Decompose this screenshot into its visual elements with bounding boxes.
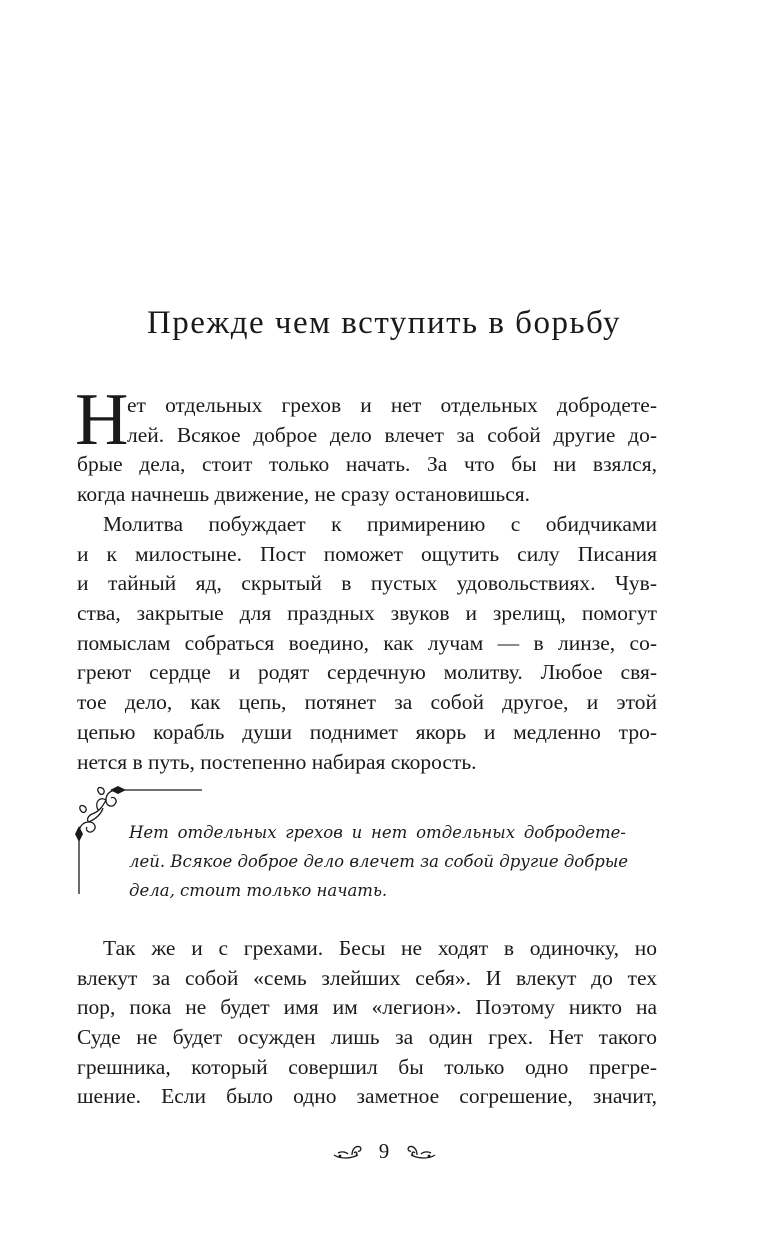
text-line: Так же и с грехами. Бесы не ходят в одиночку, но <box>103 936 657 960</box>
text-line: тое дело, как цепь, потянет за собой другое, и этой <box>77 690 657 715</box>
text-line: цепью корабль души поднимет якорь и медленно тро- <box>77 719 657 744</box>
page-number: 9 <box>378 1138 390 1163</box>
text-line: лей. Всякое доброе дело влечет за собой другие до- <box>127 422 657 447</box>
text-line: брые дела, стоит только начать. За что бы ни взялся, <box>77 452 657 477</box>
paragraph-2 <box>77 510 657 777</box>
text-line: и тайный яд, скрытый в пустых удовольствиях. Чув- <box>77 571 657 596</box>
text-line: пор, пока не будет имя им «легион». Поэтому никто на <box>77 995 657 1020</box>
paragraph-3 <box>77 934 657 1112</box>
text-line: когда начнешь движение, не сразу остановишься. <box>77 482 531 507</box>
text-line: помыслам собраться воедино, как лучам — в линзе, со- <box>77 630 657 655</box>
flourish-right-icon <box>405 1141 437 1161</box>
flourish-left-icon <box>332 1141 364 1161</box>
text-line: шение. Если было одно заметное согрешение, значит, <box>77 1084 657 1109</box>
text-line: и к милостыне. Пост поможет ощутить силу Писания <box>77 541 657 566</box>
drop-cap: Н <box>75 379 129 461</box>
text-line: нется в путь, постепенно набирая скорость. <box>77 749 477 774</box>
text-line: влекут за собой «семь злейших себя». И влекут до тех <box>77 965 657 990</box>
page-footer <box>0 1137 768 1164</box>
text-line: ства, закрытые для праздных звуков и зрелищ, помогут <box>77 601 657 626</box>
text-line: греют сердце и родят сердечную молитву. Любое свя- <box>77 660 657 685</box>
quote-line: лей. Всякое доброе дело влечет за собой другие добрые <box>129 852 629 871</box>
text-line: грешника, который совершил бы только одно прегре- <box>77 1054 657 1079</box>
pull-quote <box>129 818 629 905</box>
quote-line: дела, стоит только начать. <box>129 881 388 900</box>
text-line: Молитва побуждает к примирению с обидчиками <box>103 512 657 536</box>
text-line: ет отдельных грехов и нет отдельных добродете- <box>127 393 657 417</box>
chapter-title: Прежде чем вступить в борьбу <box>146 305 622 341</box>
text-line: Суде не будет осужден лишь за один грех. Нет такого <box>77 1025 657 1050</box>
paragraph-1 <box>75 379 657 510</box>
quote-line: Нет отдельных грехов и нет отдельных добродете- <box>129 823 626 842</box>
